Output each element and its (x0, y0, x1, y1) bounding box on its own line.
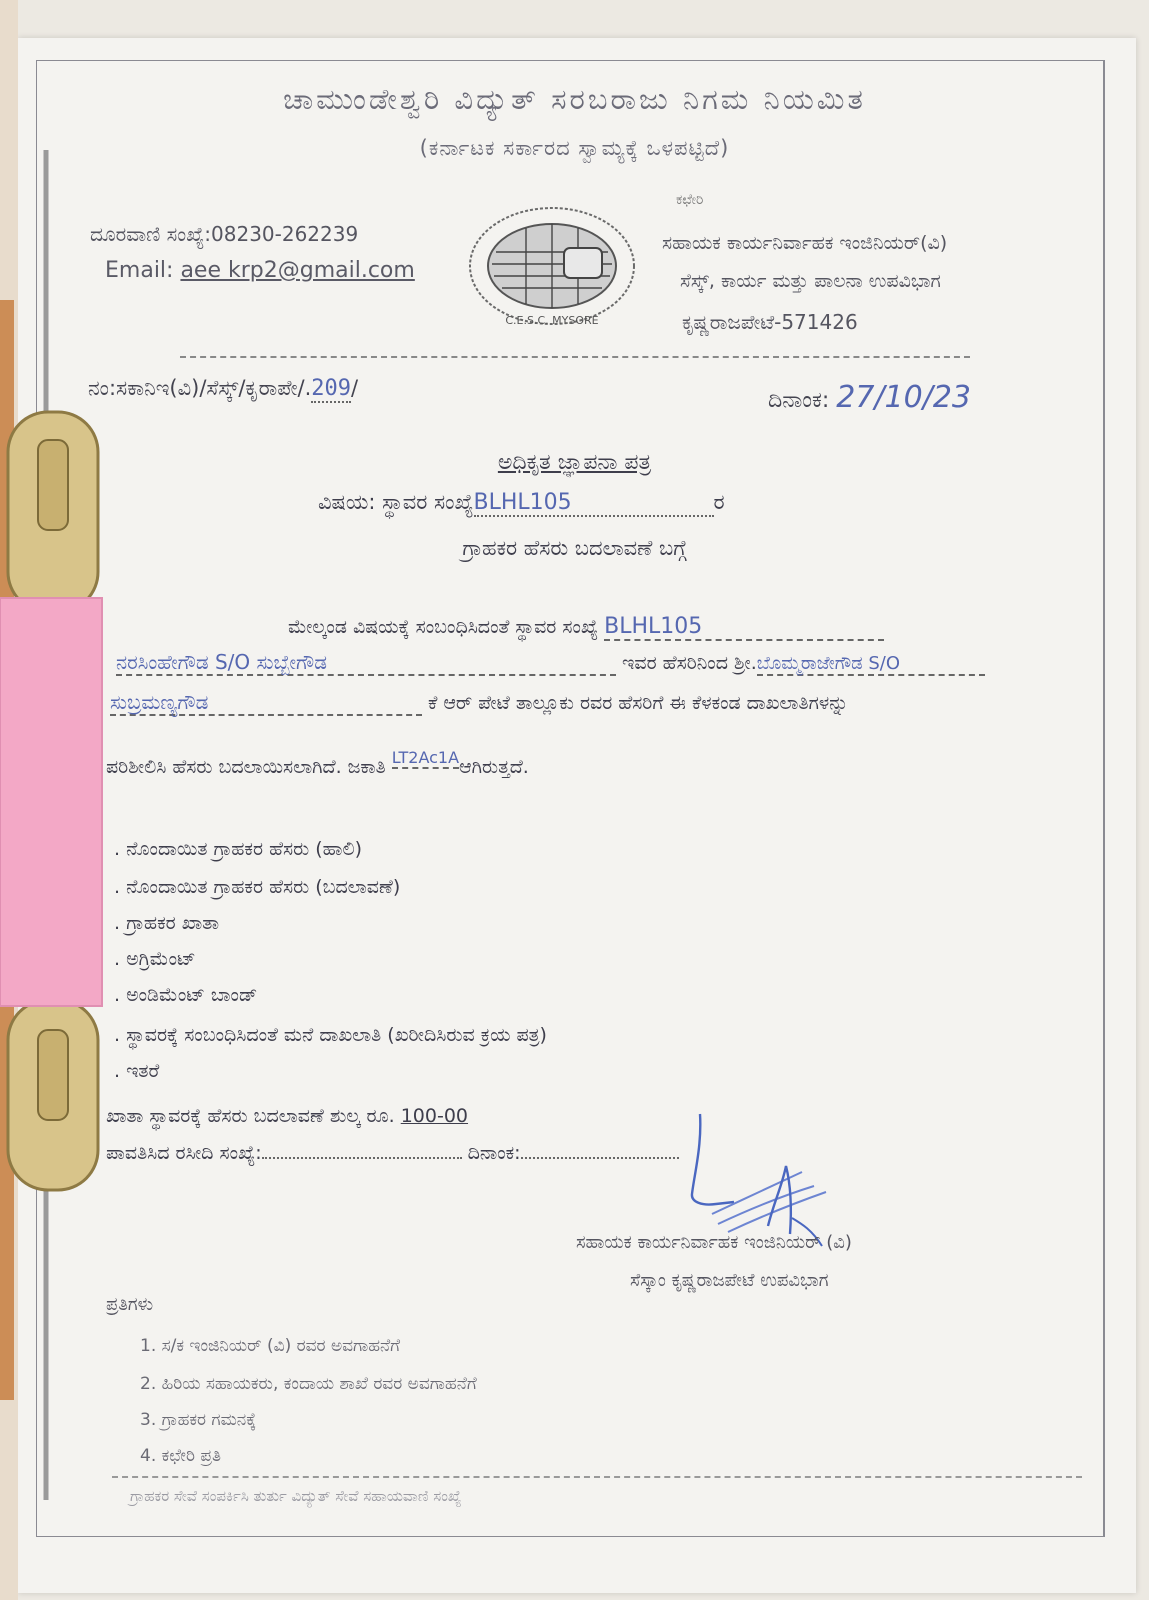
tariff-value: LT2Ac1A (391, 748, 460, 767)
body-line-4-suffix: ಆಗಿರುತ್ತದೆ. (459, 756, 529, 778)
doc-item: . ಗ್ರಾಹಕರ ಖಾತಾ (114, 912, 220, 934)
body-line-4-text: ಪರಿಶೀಲಿಸಿ ಹೆಸರು ಬದಲಾಯಿಸಲಾಗಿದೆ. ಜಕಾತಿ (106, 756, 386, 778)
footer-text: ಗ್ರಾಹಕರ ಸೇವೆ ಸಂಪರ್ಕಿಸಿ ತುರ್ತು ವಿದ್ಯುತ್ ಸೇವೆ ಸಹಾಯವಾಣಿ ಸಂಖ್ಯೆ (130, 1487, 462, 1505)
org-subtitle: (ಕರ್ನಾಟಕ ಸರ್ಕಾರದ ಸ್ವಾಮ್ಯಕ್ಕೆ ಒಳಪಟ್ಟಿದೆ) (419, 136, 730, 160)
header-divider (180, 356, 970, 358)
copy-item: 2. ಹಿರಿಯ ಸಹಾಯಕರು, ಕಂದಾಯ ಶಾಖೆ ರವರ ಅವಗಾಹನೆಗೆ (140, 1374, 477, 1394)
new-name-continued: ಸುಬ್ರಮಣ್ಯಗೌಡ (110, 690, 422, 716)
office-division: ಸೆಸ್ಕ್, ಕಾರ್ಯ ಮತ್ತು ಪಾಲನಾ ಉಪವಿಭಾಗ (680, 270, 941, 292)
phone-number: ದೂರವಾಣಿ ಸಂಖ್ಯೆ:08230-262239 (90, 222, 359, 246)
body-line-3 (110, 690, 848, 716)
subject-line-2: ಗ್ರಾಹಕರ ಹೆಸರು ಬದಲಾವಣೆ ಬಗ್ಗೆ (462, 536, 687, 560)
email-line (105, 258, 415, 283)
copy-item: 1. ಸ/ಕ ಇಂಜಿನಿಯರ್ (ವಿ) ರವರ ಅವಗಾಹನೆಗೆ (140, 1336, 401, 1356)
receipt-label: ಪಾವತಿಸಿದ ರಸೀದಿ ಸಂಖ್ಯೆ: (106, 1142, 262, 1164)
body-line-1-text: ಮೇಲ್ಕಂಡ ವಿಷಯಕ್ಕೆ ಸಂಬಂಧಿಸಿದಂತೆ ಸ್ಥಾವರ ಸಂಖ್ಯೆ (288, 616, 599, 638)
signatory-designation: ಸಹಾಯಕ ಕಾರ್ಯನಿರ್ವಾಹಕ ಇಂಜಿನಿಯರ್ (ವಿ) (576, 1232, 852, 1253)
email-value: aee krp2@gmail.com (180, 258, 415, 283)
office-designation: ಸಹಾಯಕ ಕಾರ್ಯನಿರ್ವಾಹಕ ಇಂಜಿನಿಯರ್(ವಿ) (662, 232, 948, 254)
company-seal-logo (466, 202, 638, 330)
subject-suffix: ರ (713, 490, 725, 514)
new-name-value: ಬೊಮ್ಮರಾಜೇಗೌಡ S/O (757, 653, 985, 676)
body-line-2 (116, 650, 985, 676)
office-label: ಕಛೇರಿ (676, 192, 704, 208)
doc-item: . ಇತರೆ (114, 1060, 160, 1082)
date-label: ದಿನಾಂಕ: (768, 388, 837, 413)
body-line-2-text: ಇವರ ಹೆಸರಿನಿಂದ ಶ್ರೀ. (622, 652, 757, 674)
body-line-1 (288, 614, 884, 641)
reference-label: ನಂ:ಸಕಾನಿಇ(ವಿ)/ಸೆಸ್ಕ್/ಕೃರಾಪೇ/. (88, 376, 312, 400)
fee-label: ಖಾತಾ ಸ್ಥಾವರಕ್ಕೆ ಹೆಸರು ಬದಲಾವಣೆ ಶುಲ್ಕ ರೂ. (106, 1105, 401, 1127)
doc-item: . ನೊಂದಾಯಿತ ಗ್ರಾಹಕರ ಹೆಸರು (ಹಾಲಿ) (114, 838, 363, 860)
document-title-text: ಅಧಿಕೃತ ಜ್ಞಾಪನಾ ಪತ್ರ (497, 450, 652, 475)
body-line-4 (106, 748, 529, 778)
reference-number (88, 376, 358, 401)
reference-value: 209 (311, 376, 352, 401)
document-date (768, 380, 971, 415)
doc-item: . ಅಗ್ರಿಮೆಂಟ್ (114, 948, 196, 970)
reference-suffix: / (351, 376, 359, 400)
email-label: Email: (105, 258, 181, 283)
copy-item: 4. ಕಛೇರಿ ಪ್ರತಿ (140, 1446, 221, 1466)
receipt-line (106, 1142, 679, 1164)
signatory-office: ಸೆಸ್ಕಾಂ ಕೃಷ್ಣರಾಜಪೇಟೆ ಉಪವಿಭಾಗ (630, 1270, 829, 1291)
receipt-number-blank (262, 1157, 462, 1159)
subject-line (318, 490, 725, 517)
old-name-value: ನರಸಿಂಹೇಗೌಡ S/O ಸುಬ್ಬೇಗೌಡ (116, 650, 616, 676)
office-place: ಕೃಷ್ಣರಾಜಪೇಟೆ-571426 (682, 310, 858, 334)
copy-item: 3. ಗ್ರಾಹಕರ ಗಮನಕ್ಕೆ (140, 1410, 257, 1430)
body-line-3-text: ಕೆ ಆರ್ ಪೇಟೆ ತಾಲ್ಲೂಕು ರವರ ಹೆಸರಿಗೆ ಈ ಕೆಳಕಂಡ ದಾಖಲಾತಿಗಳನ್ನು (428, 692, 849, 714)
footer-divider (112, 1476, 1082, 1478)
date-value: 27/10/23 (836, 380, 972, 415)
receipt-date-label: ದಿನಾಂಕ: (467, 1142, 521, 1164)
document-title (0, 450, 1149, 475)
org-name: ಚಾಮುಂಡೇಶ್ವರಿ ವಿದ್ಯುತ್ ಸರಬರಾಜು ನಿಗಮ ನಿಯಮಿತ (283, 82, 866, 116)
doc-item: . ಸ್ಥಾವರಕ್ಕೆ ಸಂಬಂಧಿಸಿದಂತೆ ಮನೆ ದಾಖಲಾತಿ (ಖರೀದಿಸಿರುವ ಕ್ರಯ ಪತ್ರ) (114, 1024, 547, 1046)
seal-text: C.E.S.C. MYSORE (505, 314, 599, 327)
doc-item: . ಅಂಡಿಮೆಂಟ್ ಬಾಂಡ್ (114, 984, 258, 1006)
subject-value: BLHL105 (474, 490, 714, 517)
plant-number-value: BLHL105 (604, 614, 884, 641)
copies-heading: ಪ್ರತಿಗಳು (106, 1294, 154, 1315)
fee-value: 100-00 (400, 1105, 469, 1127)
fee-line (106, 1105, 468, 1127)
doc-item: . ನೊಂದಾಯಿತ ಗ್ರಾಹಕರ ಹೆಸರು (ಬದಲಾವಣೆ) (114, 876, 401, 898)
subject-label: ವಿಷಯ: ಸ್ಥಾವರ ಸಂಖ್ಯೆ (318, 490, 474, 514)
receipt-date-blank (521, 1157, 679, 1159)
